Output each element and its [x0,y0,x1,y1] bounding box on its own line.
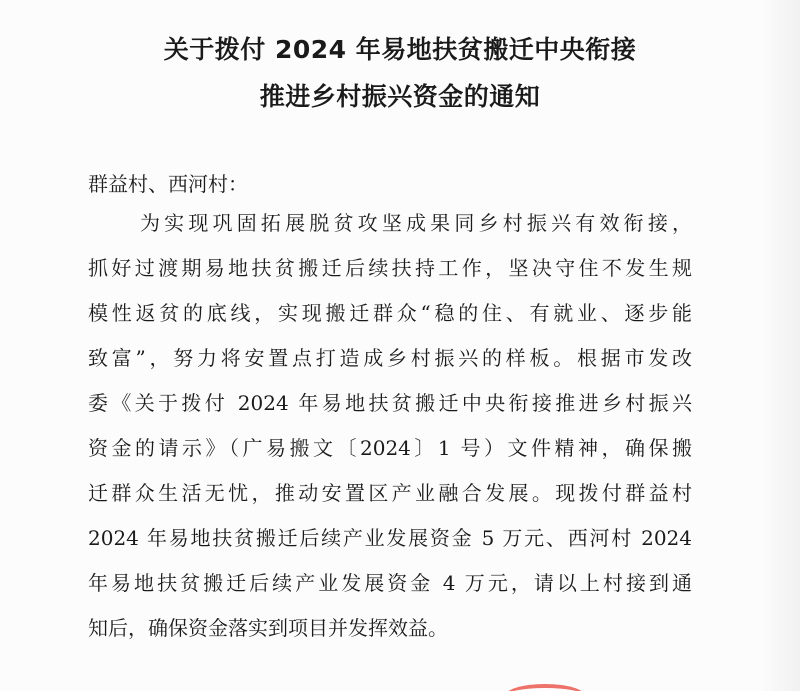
body-line: 资金的请示》（广易搬文〔2024〕1 号）文件精神，确保搬 [88,436,692,460]
body-line: 2024 年易地扶贫搬迁后续产业发展资金 5 万元、西河村 2024 [88,526,692,550]
body-line: 模性返贫的底线，实现搬迁群众“稳的住、有就业、逐步能 [88,301,692,325]
body-line: 年易地扶贫搬迁后续产业发展资金 4 万元，请以上村接到通 [88,571,692,595]
body-line: 迁群众生活无忧，推动安置区产业融合发展。现拨付群益村 [88,481,692,505]
body-line: 致富”，努力将安置点打造成乡村振兴的样板。根据市发改 [88,346,692,370]
official-seal-edge [505,684,585,691]
body-line: 知后，确保资金落实到项目并发挥效益。 [88,616,448,640]
body-line: 委《关于拨付 2024 年易地扶贫搬迁中央衔接推进乡村振兴 [88,391,692,415]
salutation: 群益村、西河村： [88,172,248,196]
document-title-line-2: 推进乡村振兴资金的通知 [259,82,541,111]
document-title-line-1: 关于拨付 2024 年易地扶贫搬迁中央衔接 [163,35,637,64]
body-line: 为实现巩固拓展脱贫攻坚成果同乡村振兴有效衔接， [140,211,692,235]
body-line: 抓好过渡期易地扶贫搬迁后续扶持工作，坚决守住不发生规 [88,256,692,280]
